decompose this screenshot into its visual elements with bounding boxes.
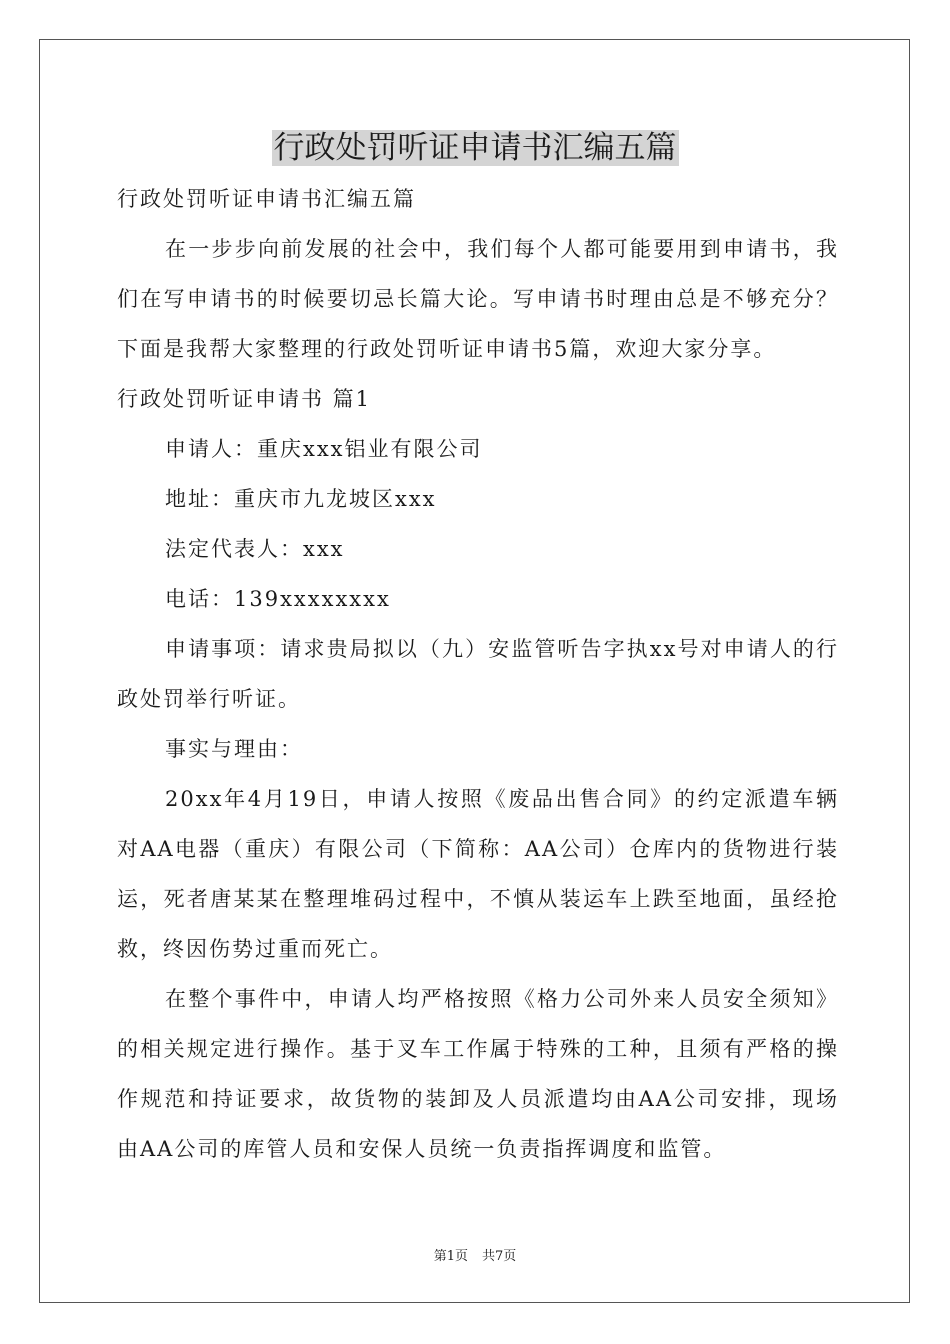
- paragraph-process: 在整个事件中，申请人均严格按照《格力公司外来人员安全须知》的相关规定进行操作。基于叉车工作属于特殊的工种，且须有严格的操作规范和持证要求，故货物的装卸及人员派遣均由AA公司安排，现场由AA公司的库管人员和安保人员统一负责指挥调度和监管。: [117, 987, 839, 1161]
- paragraph-address: 地址：重庆市九龙坡区xxx: [165, 487, 437, 511]
- paragraph-request: 申请事项：请求贵局拟以（九）安监管听告字执xx号对申请人的行政处罚举行听证。: [117, 637, 839, 711]
- paragraph-intro: 在一步步向前发展的社会中，我们每个人都可能要用到申请书，我们在写申请书的时候要切忌长篇大论。写申请书时理由总是不够充分？下面是我帮大家整理的行政处罚听证申请书5篇，欢迎大家分享。: [117, 237, 839, 361]
- paragraph-facts-heading: 事实与理由：: [165, 737, 303, 761]
- paragraph-legal-rep: 法定代表人：xxx: [165, 537, 345, 561]
- section-heading: 行政处罚听证申请书 篇1: [117, 387, 372, 411]
- paragraph-subtitle: 行政处罚听证申请书汇编五篇: [117, 187, 416, 211]
- paragraph-facts: 20xx年4月19日，申请人按照《废品出售合同》的约定派遣车辆对AA电器（重庆）有限公司（下简称：AA公司）仓库内的货物进行装运，死者唐某某在整理堆码过程中，不慎从装运车上跌至地面，虽经抢救，终因伤势过重而死亡。: [117, 787, 839, 961]
- document-title-text: 行政处罚听证申请书汇编五篇: [273, 130, 677, 166]
- page-footer: [0, 1248, 950, 1266]
- paragraph-phone: 电话：139xxxxxxxx: [165, 587, 391, 611]
- page-number: 第1页: [433, 1249, 468, 1264]
- document-body: [117, 174, 839, 1174]
- paragraph-applicant: 申请人：重庆xxx铝业有限公司: [165, 437, 483, 461]
- page-total: 共7页: [482, 1249, 517, 1264]
- document-title: [0, 126, 950, 170]
